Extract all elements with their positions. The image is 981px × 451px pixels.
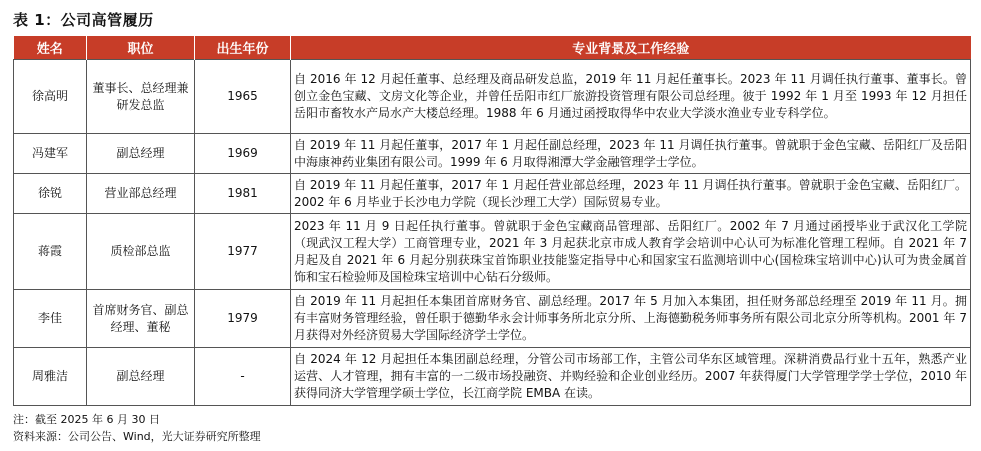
- cell-position: 副总经理: [87, 348, 195, 406]
- table-note: 注：截至 2025 年 6 月 30 日: [13, 413, 160, 426]
- cell-position: 营业部总经理: [87, 174, 195, 214]
- table-title: 表 1：公司高管履历: [13, 11, 154, 29]
- table-row: [14, 134, 971, 174]
- cell-background: 自 2016 年 12 月起任董事、总经理及商品研发总监，2019 年 11 月起任董事长。2023 年 11 月调任执行董事、董事长。曾创立金色宝藏、文房文化等企业，并曾任岳阳市红厂旅游投资管理有限公司总经理。彼于 1992 年 1 月至 1993 年 12 月担任岳阳市畜牧水产局水产大楼总经理。1988 年 6 月通过函授取得华中农业大学淡水渔业专业专科学位。: [291, 60, 971, 134]
- header-birth-year: 出生年份: [195, 36, 291, 60]
- cell-position: 副总经理: [87, 134, 195, 174]
- table-row: [14, 60, 971, 134]
- cell-name: 周雅洁: [14, 348, 87, 406]
- cell-position: 首席财务官、副总经理、董秘: [87, 290, 195, 348]
- header-position: 职位: [87, 36, 195, 60]
- cell-birth-year: 1981: [195, 174, 291, 214]
- cell-name: 李佳: [14, 290, 87, 348]
- cell-background: 自 2019 年 11 月起任董事，2017 年 1 月起任营业部总经理，2023 年 11 月调任执行董事。曾就职于金色宝藏、岳阳红厂。2002 年 6 月毕业于长沙电力学院（现长沙理工大学）国际贸易专业。: [291, 174, 971, 214]
- cell-name: 蒋霞: [14, 214, 87, 290]
- cell-background: 自 2019 年 11 月起任董事，2017 年 1 月起任副总经理，2023 年 11 月调任执行董事。曾就职于金色宝藏、岳阳红厂及岳阳中海康神药业集团有限公司。1999 年 6 月取得湘潭大学金融管理学士学位。: [291, 134, 971, 174]
- cell-background: 2023 年 11 月 9 日起任执行董事。曾就职于金色宝藏商品管理部、岳阳红厂。2002 年 7 月通过函授毕业于武汉化工学院（现武汉工程大学）工商管理专业，2021 年 3 月起获北京市成人教育学会培训中心认可为标准化管理工程师。自 2021 年 7 月起及自 2021 年 6 月起分别获珠宝首饰职业技能鉴定指导中心和国家宝石监测培训中心(国检珠宝培训中心)认可为贵金属首饰和宝石检验师及国检珠宝培训中心钻石分级师。: [291, 214, 971, 290]
- header-background: 专业背景及工作经验: [291, 36, 971, 60]
- table-row: [14, 348, 971, 406]
- cell-birth-year: 1965: [195, 60, 291, 134]
- executive-table: [13, 36, 971, 406]
- cell-background: 自 2024 年 12 月起担任本集团副总经理，分管公司市场部工作，主管公司华东区域管理。深耕消费品行业十五年，熟悉产业运营、人才管理，拥有丰富的一二级市场投融资、并购经验和企业创业经历。2007 年获得厦门大学管理学学士学位，2010 年获得同济大学管理学硕士学位，长江商学院 EMBA 在读。: [291, 348, 971, 406]
- table-row: [14, 214, 971, 290]
- cell-birth-year: 1977: [195, 214, 291, 290]
- cell-name: 徐锐: [14, 174, 87, 214]
- header-name: 姓名: [14, 36, 87, 60]
- cell-name: 徐高明: [14, 60, 87, 134]
- cell-position: 董事长、总经理兼研发总监: [87, 60, 195, 134]
- table-header-row: [14, 36, 971, 60]
- cell-name: 冯建军: [14, 134, 87, 174]
- cell-background: 自 2019 年 11 月起担任本集团首席财务官、副总经理。2017 年 5 月加入本集团，担任财务部总经理至 2019 年 11 月。拥有丰富财务管理经验，曾任职于德勤华永会计师事务所北京分所、上海德勤税务师事务所有限公司北京分所等机构。2001 年 7 月获得对外经济贸易大学国际经济学士学位。: [291, 290, 971, 348]
- cell-position: 质检部总监: [87, 214, 195, 290]
- cell-birth-year: 1969: [195, 134, 291, 174]
- table-source: 资料来源：公司公告、Wind，光大证券研究所整理: [13, 430, 261, 443]
- cell-birth-year: -: [195, 348, 291, 406]
- table-row: [14, 290, 971, 348]
- table-row: [14, 174, 971, 214]
- cell-birth-year: 1979: [195, 290, 291, 348]
